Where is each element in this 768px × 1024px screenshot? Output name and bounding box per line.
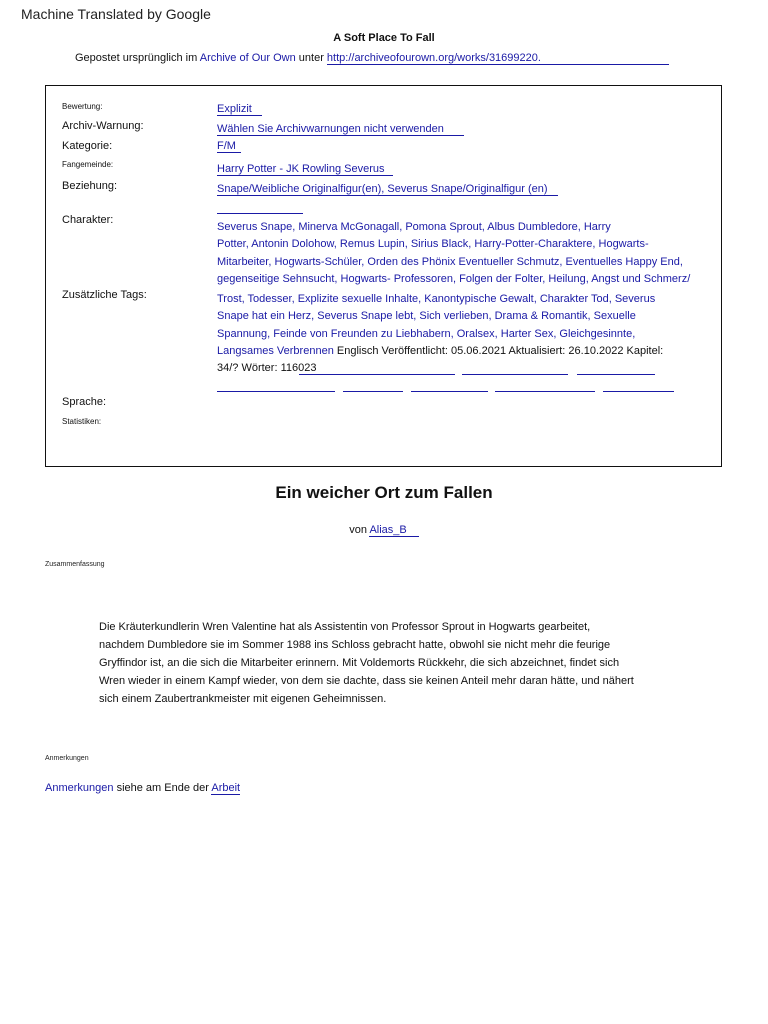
summary-line: Die Kräuterkundlerin Wren Valentine hat als Assistentin von Professor Sprout in Hogwarts gearbeitet,: [99, 621, 591, 633]
summary-line: Wren wieder in einem Kampf wieder, von dem sie dachte, dass sie keinen Anteil mehr daran hätte, und nähert: [99, 675, 634, 687]
fandom-link[interactable]: Harry Potter - JK Rowling Severus: [217, 163, 393, 176]
notes-link[interactable]: Anmerkungen: [45, 782, 114, 794]
translation-banner: Machine Translated by Google: [21, 6, 211, 22]
category-label: Kategorie:: [62, 140, 113, 152]
relationship-label: Beziehung:: [62, 180, 118, 192]
category-link[interactable]: F/M: [217, 140, 241, 153]
end-notes-link[interactable]: Arbeit: [211, 782, 241, 794]
notes-line: [45, 782, 240, 794]
metadata-box: [45, 85, 722, 467]
stats-underline: [299, 374, 455, 375]
summary-text: [99, 618, 679, 708]
characters-line[interactable]: Mitarbeiter, Hogwarts-Schüler, Orden des Phönix Eventueller Schmutz, Eventuelles Happy End,: [217, 255, 683, 268]
summary-line: nachdem Dumbledore sie im Sommer 1988 ins Schloss gebracht hatte, obwohl sie nicht mehr die feurige: [99, 639, 611, 651]
warning-label: Archiv-Warnung:: [62, 120, 144, 132]
characters-label: Charakter:: [62, 214, 114, 226]
characters-line[interactable]: gegenseitige Sehnsucht, Hogwarts- Professoren, Folgen der Folter, Heilung, Angst und Schmerz/: [217, 272, 691, 285]
stats-underline: [577, 374, 655, 375]
stats-underline: [495, 391, 595, 392]
additional-tags-label: Zusätzliche Tags:: [62, 289, 147, 301]
archive-link[interactable]: Archive of Our Own: [199, 52, 296, 64]
tags-line[interactable]: Snape hat ein Herz, Severus Snape lebt, Sich verlieben, Drama & Romantik, Sexuelle: [217, 310, 636, 323]
characters-list: [217, 219, 690, 288]
rating-label: Bewertung:: [62, 102, 103, 111]
work-title: A Soft Place To Fall: [333, 32, 435, 44]
stats-underline: [343, 391, 403, 392]
summary-line: Gryffindor ist, an die sich die Mitarbeiter erinnern. Mit Voldemorts Rückkehr, die sich abzeichnet, findet sich: [99, 657, 620, 669]
notes-label: Anmerkungen: [45, 755, 89, 762]
characters-line[interactable]: Severus Snape, Minerva McGonagall, Pomona Sprout, Albus Dumbledore, Harry: [217, 221, 611, 233]
stats-underline: [411, 391, 488, 392]
stats-label: Statistiken:: [62, 417, 102, 426]
stats-text: 34/? Wörter: 116023: [217, 362, 317, 375]
language-published-text: Englisch Veröffentlicht: 05.06.2021 Aktualisiert: 26.10.2022 Kapitel:: [333, 344, 664, 357]
notes-middle: siehe am Ende der: [116, 782, 209, 794]
posted-line: [75, 52, 669, 64]
tags-line[interactable]: Spannung, Feinde von Freunden zu Liebhabern, Oralsex, Harter Sex, Gleichgesinnte,: [217, 327, 636, 340]
relationship-link[interactable]: Snape/Weibliche Originalfigur(en), Severus Snape/Originalfigur (en): [217, 183, 558, 196]
story-heading: Ein weicher Ort zum Fallen: [275, 483, 493, 502]
additional-tags-list: [217, 291, 663, 377]
warning-link[interactable]: Wählen Sie Archivwarnungen nicht verwenden: [217, 123, 464, 136]
rating-link[interactable]: Explizit: [217, 103, 262, 116]
language-label: Sprache:: [62, 396, 107, 408]
tags-line[interactable]: Trost, Todesser, Explizite sexuelle Inhalte, Kanontypische Gewalt, Charakter Tod, Severus: [217, 293, 656, 305]
characters-line[interactable]: Potter, Antonin Dolohow, Remus Lupin, Sirius Black, Harry-Potter-Charaktere, Hogwarts-: [217, 238, 649, 251]
author-link[interactable]: Alias_B: [369, 524, 418, 537]
byline: [0, 524, 768, 536]
posted-middle: unter: [298, 52, 324, 64]
stats-underline: [217, 391, 335, 392]
summary-line: sich einem Zaubertrankmeister mit eigenen Geheimnissen.: [99, 693, 387, 705]
stats-underline: [462, 374, 568, 375]
fandom-label: Fangemeinde:: [62, 160, 114, 169]
stats-underline: [603, 391, 674, 392]
posted-prefix: Gepostet ursprünglich im: [75, 52, 198, 64]
byline-prefix: von: [349, 524, 367, 536]
tags-last-link[interactable]: Langsames Verbrennen: [217, 344, 334, 357]
summary-label: Zusammenfassung: [45, 561, 105, 568]
work-url-link[interactable]: http://archiveofourown.org/works/31699220.: [327, 52, 669, 65]
relationship-underline: [217, 213, 303, 214]
